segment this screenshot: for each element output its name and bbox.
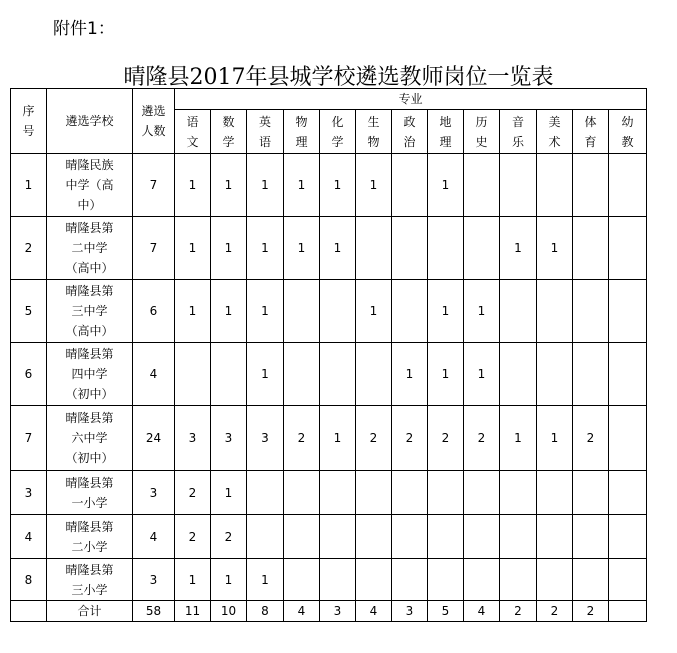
total-label: 合计 <box>47 601 133 622</box>
row-subject-value <box>573 217 609 280</box>
row-subject-value <box>428 559 464 601</box>
row-subject-value <box>320 515 356 559</box>
row-subject-value <box>537 515 573 559</box>
row-subject-value <box>537 280 573 343</box>
row-subject-value: 1 <box>175 217 211 280</box>
row-subject-value: 2 <box>464 406 500 471</box>
row-subject-value: 1 <box>537 406 573 471</box>
row-subject-value: 1 <box>464 343 500 406</box>
row-subject-value: 1 <box>211 471 247 515</box>
row-subject-value <box>609 343 647 406</box>
total-subject-value: 5 <box>428 601 464 622</box>
row-count: 3 <box>133 559 175 601</box>
row-subject-value: 1 <box>356 154 392 217</box>
row-subject-value <box>247 471 284 515</box>
row-seq: 3 <box>11 471 47 515</box>
row-subject-value <box>284 471 320 515</box>
table-row <box>11 515 647 559</box>
row-subject-value <box>537 343 573 406</box>
row-subject-value <box>320 559 356 601</box>
row-subject-value <box>320 471 356 515</box>
row-subject-value <box>320 280 356 343</box>
total-row <box>11 601 647 622</box>
row-subject-value <box>392 217 428 280</box>
table-row <box>11 471 647 515</box>
row-subject-value <box>464 559 500 601</box>
row-subject-value <box>500 343 537 406</box>
row-seq: 2 <box>11 217 47 280</box>
row-subject-value <box>609 280 647 343</box>
row-subject-value: 3 <box>247 406 284 471</box>
row-subject-value: 1 <box>392 343 428 406</box>
row-subject-value: 3 <box>211 406 247 471</box>
row-subject-value: 1 <box>537 217 573 280</box>
row-subject-value: 2 <box>211 515 247 559</box>
total-subject-value: 8 <box>247 601 284 622</box>
row-subject-value: 1 <box>500 217 537 280</box>
row-school: 晴隆县第 六中学 （初中） <box>47 406 133 471</box>
row-count: 3 <box>133 471 175 515</box>
total-subject-value: 3 <box>392 601 428 622</box>
page-title: 晴隆县2017年县城学校遴选教师岗位一览表 <box>123 65 554 90</box>
row-subject-value <box>573 471 609 515</box>
major-header: 专业 <box>175 89 647 110</box>
row-school: 晴隆县第 三小学 <box>47 559 133 601</box>
table-row <box>11 406 647 471</box>
subject-header: 音 乐 <box>500 110 537 154</box>
row-school: 晴隆县第 二小学 <box>47 515 133 559</box>
row-school: 晴隆县第 三中学 （高中） <box>47 280 133 343</box>
row-subject-value: 1 <box>320 406 356 471</box>
row-subject-value <box>392 154 428 217</box>
subject-header: 体 育 <box>573 110 609 154</box>
row-subject-value <box>392 559 428 601</box>
row-subject-value <box>284 280 320 343</box>
row-subject-value <box>500 280 537 343</box>
total-subject-value: 11 <box>175 601 211 622</box>
row-subject-value <box>573 515 609 559</box>
row-subject-value: 1 <box>428 154 464 217</box>
row-school: 晴隆民族 中学（高 中） <box>47 154 133 217</box>
row-subject-value: 1 <box>247 343 284 406</box>
row-subject-value <box>320 343 356 406</box>
row-subject-value: 2 <box>428 406 464 471</box>
subject-header: 英 语 <box>247 110 284 154</box>
row-subject-value <box>356 559 392 601</box>
row-count: 6 <box>133 280 175 343</box>
row-subject-value <box>500 154 537 217</box>
table-row <box>11 559 647 601</box>
attachment-label: 附件1： <box>53 19 115 39</box>
subject-header: 生 物 <box>356 110 392 154</box>
row-school: 晴隆县第 一小学 <box>47 471 133 515</box>
row-subject-value: 1 <box>356 280 392 343</box>
row-subject-value <box>464 154 500 217</box>
row-seq: 4 <box>11 515 47 559</box>
subject-header: 政 治 <box>392 110 428 154</box>
subject-header: 物 理 <box>284 110 320 154</box>
row-subject-value <box>428 515 464 559</box>
total-subject-value: 4 <box>356 601 392 622</box>
row-subject-value <box>609 406 647 471</box>
row-seq: 8 <box>11 559 47 601</box>
row-subject-value <box>609 154 647 217</box>
row-subject-value <box>537 471 573 515</box>
total-seq-blank <box>11 601 47 622</box>
row-subject-value: 1 <box>175 280 211 343</box>
row-subject-value <box>428 217 464 280</box>
row-count: 4 <box>133 515 175 559</box>
row-subject-value: 1 <box>247 559 284 601</box>
row-subject-value <box>175 343 211 406</box>
row-subject-value: 1 <box>211 154 247 217</box>
row-subject-value: 1 <box>320 217 356 280</box>
school-header: 遴选学校 <box>47 89 133 154</box>
row-subject-value <box>464 515 500 559</box>
total-subject-value: 2 <box>537 601 573 622</box>
total-count: 58 <box>133 601 175 622</box>
row-subject-value: 2 <box>175 471 211 515</box>
total-subject-value: 10 <box>211 601 247 622</box>
row-subject-value: 2 <box>284 406 320 471</box>
row-subject-value: 1 <box>211 559 247 601</box>
row-subject-value: 1 <box>284 154 320 217</box>
row-seq: 7 <box>11 406 47 471</box>
count-header: 遴选 人数 <box>133 89 175 154</box>
total-subject-value: 4 <box>284 601 320 622</box>
table-row <box>11 280 647 343</box>
table-row <box>11 154 647 217</box>
subject-header: 化 学 <box>320 110 356 154</box>
row-subject-value <box>356 217 392 280</box>
row-subject-value: 2 <box>175 515 211 559</box>
row-school: 晴隆县第 二中学 （高中） <box>47 217 133 280</box>
table-row <box>11 343 647 406</box>
total-subject-value <box>609 601 647 622</box>
subject-header: 幼 教 <box>609 110 647 154</box>
row-subject-value <box>356 515 392 559</box>
row-subject-value <box>500 515 537 559</box>
row-subject-value: 1 <box>284 217 320 280</box>
row-seq: 6 <box>11 343 47 406</box>
subject-header: 地 理 <box>428 110 464 154</box>
subject-header: 数 学 <box>211 110 247 154</box>
row-subject-value <box>392 471 428 515</box>
row-subject-value: 1 <box>247 280 284 343</box>
row-count: 4 <box>133 343 175 406</box>
row-school: 晴隆县第 四中学 （初中） <box>47 343 133 406</box>
subject-header: 语 文 <box>175 110 211 154</box>
row-subject-value <box>211 343 247 406</box>
row-subject-value: 1 <box>247 217 284 280</box>
recruitment-table <box>10 88 647 622</box>
row-subject-value <box>284 559 320 601</box>
row-count: 24 <box>133 406 175 471</box>
row-subject-value <box>537 559 573 601</box>
row-subject-value: 1 <box>428 280 464 343</box>
row-subject-value <box>537 154 573 217</box>
row-subject-value <box>284 515 320 559</box>
total-subject-value: 3 <box>320 601 356 622</box>
row-subject-value <box>247 515 284 559</box>
row-seq: 5 <box>11 280 47 343</box>
subject-header: 历 史 <box>464 110 500 154</box>
subject-header: 美 术 <box>537 110 573 154</box>
row-subject-value: 1 <box>211 280 247 343</box>
row-subject-value: 2 <box>392 406 428 471</box>
row-subject-value: 1 <box>320 154 356 217</box>
row-subject-value <box>464 471 500 515</box>
row-subject-value <box>356 471 392 515</box>
row-subject-value <box>609 471 647 515</box>
table-row <box>11 217 647 280</box>
row-subject-value: 2 <box>356 406 392 471</box>
row-subject-value <box>392 280 428 343</box>
row-subject-value <box>392 515 428 559</box>
row-subject-value: 1 <box>175 154 211 217</box>
row-subject-value <box>609 515 647 559</box>
row-subject-value: 1 <box>175 559 211 601</box>
row-subject-value <box>284 343 320 406</box>
row-subject-value <box>356 343 392 406</box>
row-subject-value <box>609 559 647 601</box>
row-count: 7 <box>133 154 175 217</box>
row-seq: 1 <box>11 154 47 217</box>
row-subject-value <box>428 471 464 515</box>
total-subject-value: 2 <box>500 601 537 622</box>
row-count: 7 <box>133 217 175 280</box>
row-subject-value <box>500 471 537 515</box>
row-subject-value: 1 <box>428 343 464 406</box>
row-subject-value <box>464 217 500 280</box>
row-subject-value: 1 <box>211 217 247 280</box>
row-subject-value: 1 <box>464 280 500 343</box>
total-subject-value: 4 <box>464 601 500 622</box>
row-subject-value <box>573 559 609 601</box>
row-subject-value: 2 <box>573 406 609 471</box>
row-subject-value <box>573 343 609 406</box>
row-subject-value: 3 <box>175 406 211 471</box>
seq-header: 序 号 <box>11 89 47 154</box>
row-subject-value <box>573 280 609 343</box>
row-subject-value <box>573 154 609 217</box>
row-subject-value <box>500 559 537 601</box>
row-subject-value: 1 <box>247 154 284 217</box>
table-body <box>11 154 647 622</box>
total-subject-value: 2 <box>573 601 609 622</box>
row-subject-value <box>609 217 647 280</box>
row-subject-value: 1 <box>500 406 537 471</box>
